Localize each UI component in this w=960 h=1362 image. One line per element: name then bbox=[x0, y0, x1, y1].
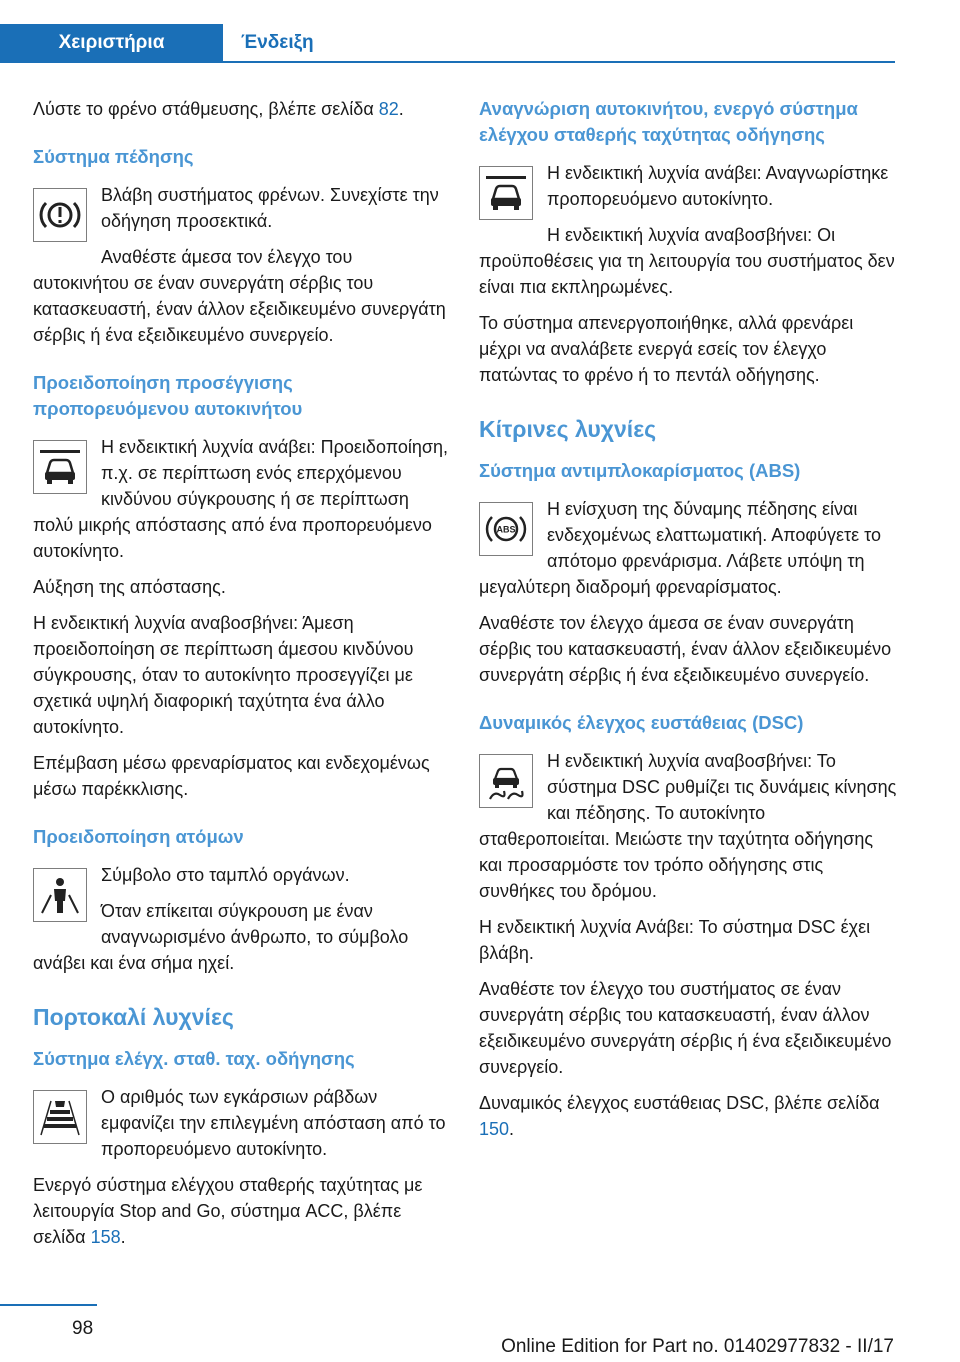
approach-p1: Η ενδεικτική λυχνία ανάβει: Προειδοποίηση, π.χ. σε περίπτωση ενός επερχόμενου κινδύνου σύγκρουσης ή σε περίπτωση πολύ μικρής απόστασης από ένα προπορευόμενο αυτοκίνητο. bbox=[33, 437, 449, 561]
detect-p2: Η ενδεικτική λυχνία αναβοσβήνει: Οι προϋποθέσεις για τη λειτουργία του συστήματος δεν είναι πια εκπληρωμένες. bbox=[479, 225, 895, 297]
intro-text bbox=[33, 96, 451, 122]
page-number: 98 bbox=[72, 1318, 94, 1339]
abs-p1: Η ενίσχυση της δύναμης πέδησης είναι ενδεχομένως ελαττωματική. Αποφύγετε το απότομο φρενάρισμα. Λάβετε υπόψη τη μεγαλύτερη διαδρομή φρεναρίσματος. bbox=[479, 499, 881, 597]
right-column bbox=[479, 96, 897, 1152]
intro-end: . bbox=[398, 99, 404, 119]
page-link-82[interactable]: 82 bbox=[378, 99, 399, 119]
abs-warning-icon bbox=[479, 502, 533, 556]
acc-p1: Ο αριθμός των εγκάρσιων ράβδων εμφανίζει την επιλεγμένη απόσταση από το προπορευόμενο αυτοκίνητο. bbox=[101, 1087, 446, 1159]
dsc-p1: Η ενδεικτική λυχνία αναβοσβήνει: Το σύστημα DSC ρυθμίζει τις δυνάμεις κίνησης και πέδησης. Το αυτοκίνητο σταθεροποιείται. Μειώστε την ταχύτητα οδήγησης και προσαρμόστε τον τρόπο οδήγησης στις συνθήκες του δρόμου. bbox=[479, 751, 897, 901]
page-link-158[interactable]: 158 bbox=[90, 1227, 121, 1247]
dsc-skid-icon bbox=[479, 754, 533, 808]
header-bar bbox=[0, 0, 960, 62]
heading-dsc: Δυναμικός έλεγχος ευστάθειας (DSC) bbox=[479, 712, 804, 733]
heading-cruise-control: Σύστημα ελέγχ. σταθ. ταχ. οδήγησης bbox=[33, 1048, 355, 1069]
dsc-p4-label: Δυναμικός έλεγχος ευστάθειας DSC, βλέπε σελίδα bbox=[479, 1093, 880, 1113]
page-link-150[interactable]: 150 bbox=[479, 1119, 510, 1139]
detect-p1: Η ενδεικτική λυχνία ανάβει: Αναγνωρίστηκε προπορευόμενο αυτοκίνητο. bbox=[547, 163, 889, 209]
detect-p3: Το σύστημα απενεργοποιήθηκε, αλλά φρενάρει μέχρι να αναλάβετε ενεργά εσείς τον έλεγχο πατώντας το φρένο ή το πεντάλ οδήγησης. bbox=[479, 313, 854, 385]
brake-warning-icon bbox=[33, 188, 87, 242]
heading-approach-warning: Προειδοποίηση προσέγγισης προπορευόμενου αυτοκινήτου bbox=[33, 372, 303, 419]
footer-divider bbox=[0, 1304, 97, 1306]
dsc-p2: Η ενδεικτική λυχνία Ανάβει: Το σύστημα DSC έχει βλάβη. bbox=[479, 917, 871, 963]
heading-person-warning: Προειδοποίηση ατόμων bbox=[33, 826, 244, 847]
abs-p2: Αναθέστε τον έλεγχο άμεσα σε έναν συνεργάτη σέρβις του κατασκευαστή, έναν άλλον εξειδικευμένο συνεργάτη σέρβις ή ένα εξειδικευμένο συνεργείο. bbox=[479, 613, 892, 685]
heading-brake-system: Σύστημα πέδησης bbox=[33, 146, 194, 167]
dsc-p4-text bbox=[479, 1090, 897, 1142]
dsc-p3: Αναθέστε τον έλεγχο του συστήματος σε έναν συνεργάτη σέρβις του κατασκευαστή, έναν άλλον εξειδικευμένο συνεργάτη σέρβις ή ένα εξειδικευμένο συνεργείο. bbox=[479, 979, 892, 1077]
acc-p2-text bbox=[33, 1172, 451, 1250]
car-approach-icon bbox=[33, 440, 87, 494]
brake-p2: Αναθέστε άμεσα τον έλεγχο του αυτοκινήτου σε έναν συνεργάτη σέρβις του κατασκευαστή, έναν άλλον εξειδικευμένο συνεργάτη σέρβις ή ένα εξειδικευμένο συνεργείο. bbox=[33, 247, 446, 345]
car-detected-icon bbox=[479, 166, 533, 220]
edition-footer: Online Edition for Part no. 01402977832 - II/17 bbox=[501, 1336, 894, 1357]
acc-p2-label: Ενεργό σύστημα ελέγχου σταθερής ταχύτητας με λειτουργία Stop and Go, σύστημα ACC, βλέπε σελίδα bbox=[33, 1175, 423, 1247]
abs-icon-text: ABS bbox=[496, 524, 516, 535]
left-column bbox=[33, 96, 451, 1260]
acc-p2-end: . bbox=[120, 1227, 126, 1247]
heading-vehicle-detection: Αναγνώριση αυτοκινήτου, ενεργό σύστημα ελέγχου σταθερής ταχύτητας οδήγησης bbox=[479, 98, 858, 145]
heading-yellow-lights: Κίτρινες λυχνίες bbox=[479, 416, 657, 442]
distance-bars-icon bbox=[33, 1090, 87, 1144]
heading-orange-lights: Πορτοκαλί λυχνίες bbox=[33, 1004, 234, 1030]
header-divider bbox=[0, 61, 895, 63]
intro-label: Λύστε το φρένο στάθμευσης, βλέπε σελίδα bbox=[33, 99, 379, 119]
heading-abs: Σύστημα αντιμπλοκαρίσματος (ABS) bbox=[479, 460, 801, 481]
tab-display[interactable]: Ένδειξη bbox=[223, 24, 895, 62]
pedestrian-icon bbox=[33, 868, 87, 922]
person-p2: Όταν επίκειται σύγκρουση με έναν αναγνωρισμένο άνθρωπο, το σύμβολο ανάβει και ένα σήμα ηχεί. bbox=[33, 901, 409, 973]
approach-p3: Η ενδεικτική λυχνία αναβοσβήνει: Άμεση προειδοποίηση σε περίπτωση άμεσου κινδύνου σύγκρουσης, όταν το αυτοκίνητο προσεγγίζει με σχετικά υψηλή διαφορική ταχύτητα ένα άλλο αυτοκίνητο. bbox=[33, 613, 414, 737]
approach-p2: Αύξηση της απόστασης. bbox=[33, 577, 226, 597]
tab-controls[interactable]: Χειριστήρια bbox=[0, 24, 223, 62]
approach-p4: Επέμβαση μέσω φρεναρίσματος και ενδεχομένως μέσω παρέκκλισης. bbox=[33, 753, 430, 799]
brake-p1: Βλάβη συστήματος φρένων. Συνεχίστε την οδήγηση προσεκτικά. bbox=[101, 185, 439, 231]
dsc-p4-end: . bbox=[509, 1119, 515, 1139]
person-p1: Σύμβολο στο ταμπλό οργάνων. bbox=[101, 865, 350, 885]
